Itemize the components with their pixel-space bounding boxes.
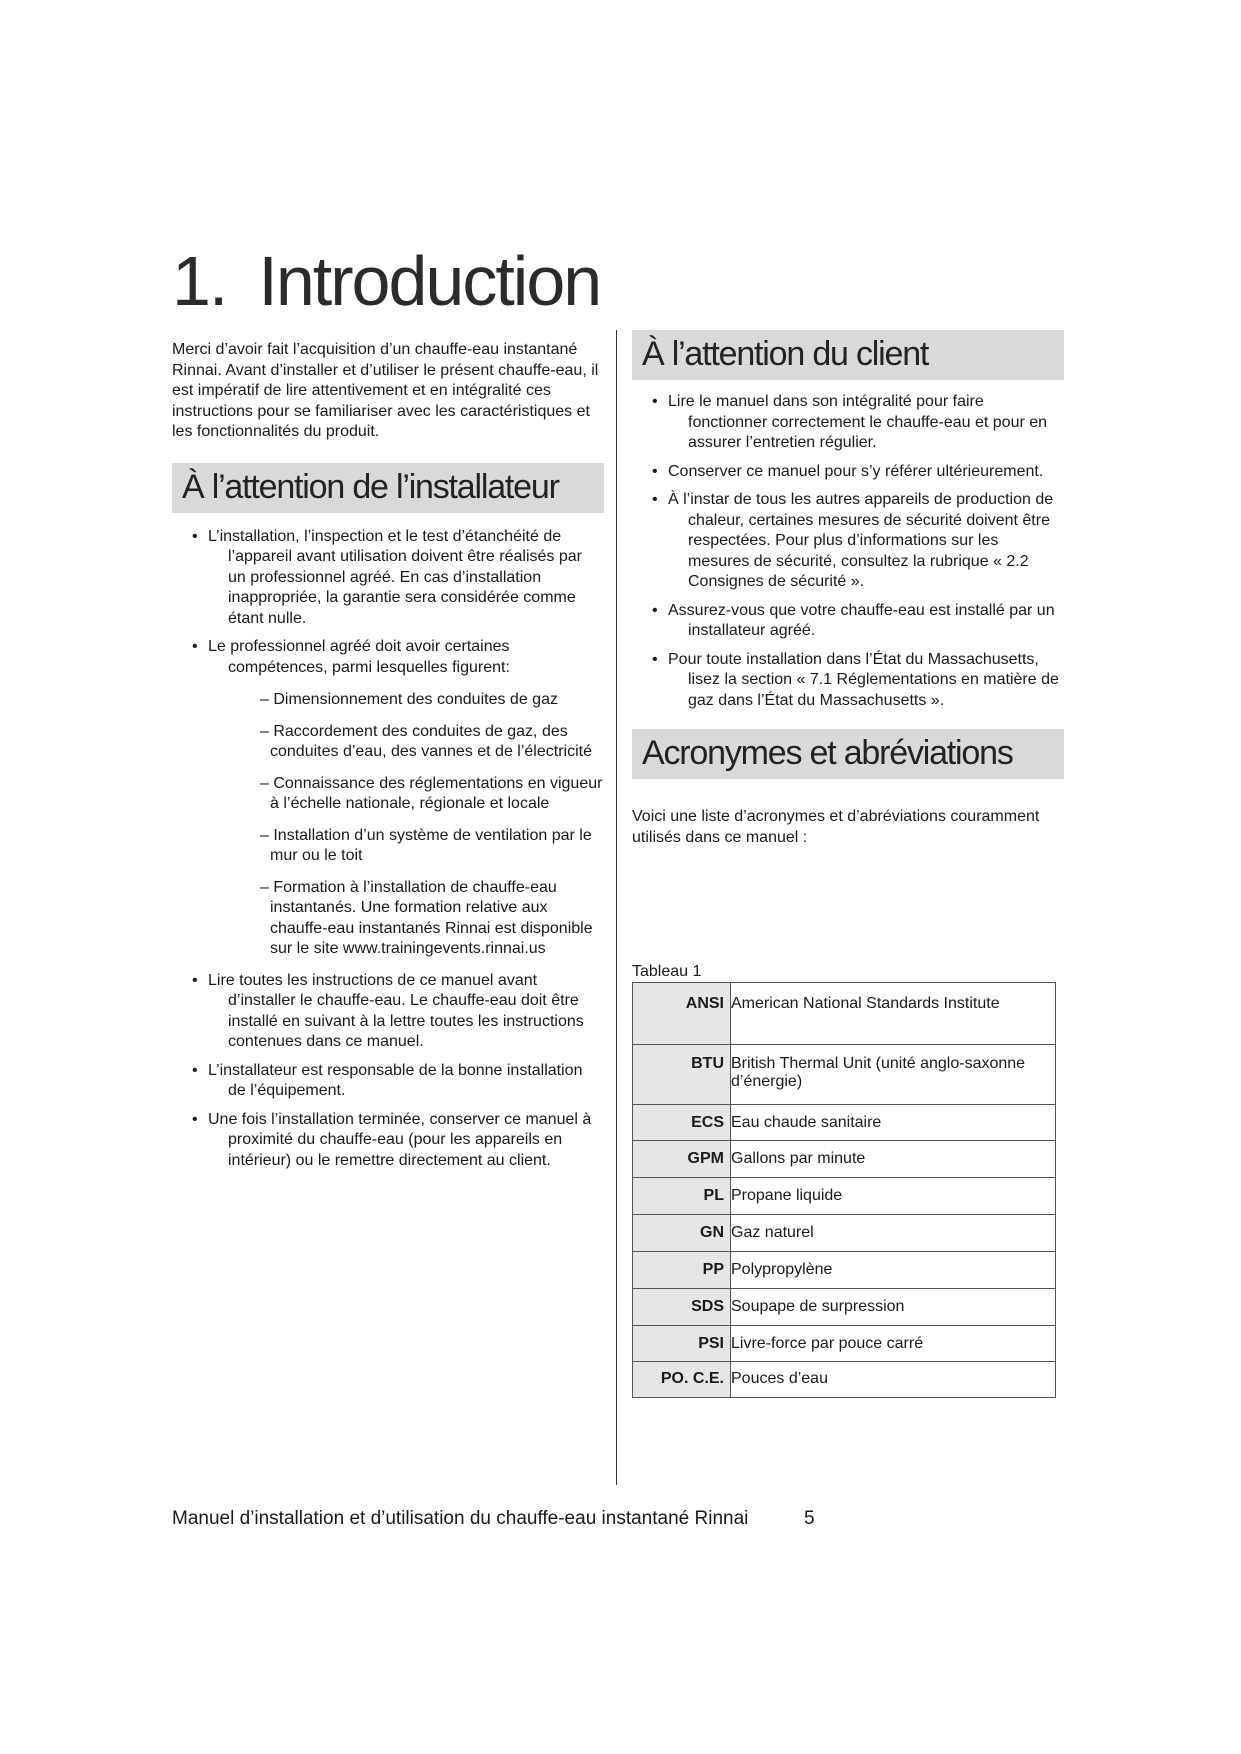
installer-bullet: • L’installateur est responsable de la bonne installation de l’équipement. [192, 1061, 583, 1099]
table-row [633, 1141, 1056, 1178]
client-bullet: • À l’instar de tous les autres appareils de production de chaleur, certaines mesures de sécurité doivent être respectées. Pour plus d’informations sur les mesures de sécurité, consultez la rubrique « 2.2 Consignes de sécurité ». [652, 491, 1054, 590]
client-bullet-list [632, 392, 1064, 711]
table-row [633, 1362, 1056, 1398]
acronyms-heading: Acronymes et abréviations [632, 729, 1064, 779]
installer-bullet: • Le professionnel agréé doit avoir certaines compétences, parmi lesquelles figurent: – Dimensionnement des conduites de gaz – Raccordement des conduites de gaz, des conduites d’eau, des vannes et de l’électricité – Connaissance des réglementations en vigueur à l’échelle nationale, régionale et locale – Installation d’un système de ventilation par le mur ou le toit – Formation à l’installation de chauffe-eau instantanés. Une formation relative aux chauffe-eau instantanés Rinnai est disponible sur le site www.trainingevents.rinnai.us [172, 637, 604, 960]
acronym-code: PSI [633, 1326, 731, 1362]
acronym-code: GPM [633, 1141, 731, 1178]
acronym-description: Polypropylène [731, 1252, 1056, 1289]
client-bullet: • Conserver ce manuel pour s’y référer ultérieurement. [652, 462, 1044, 480]
client-bullet: • Lire le manuel dans son intégralité pour faire fonctionner correctement le chauffe-eau et pour en assurer l’entretien régulier. [652, 393, 1048, 451]
acronym-description: Gallons par minute [731, 1141, 1056, 1178]
table-row [633, 1178, 1056, 1215]
skills-list [208, 690, 604, 960]
acronym-description: Gaz naturel [731, 1215, 1056, 1252]
table-row [633, 1105, 1056, 1141]
skill-item: – Formation à l’installation de chauffe-eau instantanés. Une formation relative aux chauffe-eau instantanés Rinnai est disponible sur le site www.trainingevents.rinnai.us [260, 878, 593, 957]
chapter-title [172, 242, 601, 320]
table-row [633, 983, 1056, 1045]
table-row [633, 1326, 1056, 1362]
table-row [633, 1215, 1056, 1252]
acronym-description: Eau chaude sanitaire [731, 1105, 1056, 1141]
table-caption: Tableau 1 [632, 963, 702, 980]
client-bullet: • Pour toute installation dans l’État du Massachusetts, lisez la section « 7.1 Réglementations en matière de gaz dans l’État du Massachusetts ». [652, 650, 1059, 709]
page-footer [172, 1508, 815, 1530]
skill-item: – Raccordement des conduites de gaz, des conduites d’eau, des vannes et de l’électricité [260, 722, 592, 760]
acronym-code: GN [633, 1215, 731, 1252]
footer-text: Manuel d’installation et d’utilisation du chauffe-eau instantané Rinnai [172, 1508, 749, 1529]
installer-bullet-list [172, 527, 604, 1172]
chapter-number: 1. [172, 242, 227, 320]
acronym-code: PP [633, 1252, 731, 1289]
left-column [172, 340, 604, 1179]
chapter-title-text: Introduction [258, 242, 601, 320]
table-row [633, 1252, 1056, 1289]
acronym-description: Livre-force par pouce carré [731, 1326, 1056, 1362]
acronym-description: Pouces d’eau [731, 1362, 1056, 1398]
table-row [633, 1289, 1056, 1326]
acronym-description: American National Standards Institute [731, 983, 1056, 1045]
acronym-code: BTU [633, 1045, 731, 1105]
acronym-description: Soupape de surpression [731, 1289, 1056, 1326]
acronym-description: Propane liquide [731, 1178, 1056, 1215]
skill-item: – Installation d’un système de ventilation par le mur ou le toit [260, 826, 592, 864]
acronym-code: ECS [633, 1105, 731, 1141]
page-number: 5 [804, 1508, 815, 1529]
client-bullet: • Assurez-vous que votre chauffe-eau est installé par un installateur agréé. [652, 601, 1055, 639]
installer-heading: À l’attention de l’installateur [172, 463, 604, 513]
acronyms-table [632, 982, 1056, 1398]
column-divider [616, 330, 617, 1485]
acronym-code: PO. C.E. [633, 1362, 731, 1398]
installer-bullet: • L’installation, l’inspection et le test d’étanchéité de l’appareil avant utilisation doivent être réalisés par un professionnel agréé. En cas d’installation inappropriée, la garantie sera considérée comme étant nulle. [192, 527, 582, 627]
acronym-code: ANSI [633, 983, 731, 1045]
installer-bullet: • Lire toutes les instructions de ce manuel avant d’installer le chauffe-eau. Le chauffe-eau doit être installé en suivant à la lettre toutes les instructions contenues dans ce manuel. [192, 971, 584, 1050]
acronym-code: SDS [633, 1289, 731, 1326]
skill-item: – Connaissance des réglementations en vigueur à l’échelle nationale, régionale et locale [260, 774, 603, 812]
acronyms-intro: Voici une liste d’acronymes et d’abréviations couramment utilisés dans ce manuel : [632, 808, 1040, 846]
intro-paragraph: Merci d’avoir fait l’acquisition d’un chauffe-eau instantané Rinnai. Avant d’installer et d’utiliser le présent chauffe-eau, il est impératif de lire attentivement et en intégralité ces instructions pour se familiariser avec les caractéristiques et les fonctionnalités du produit. [172, 341, 599, 440]
table-row [633, 1045, 1056, 1105]
skill-item: – Dimensionnement des conduites de gaz [260, 691, 558, 708]
acronym-description: British Thermal Unit (unité anglo-saxonne d’énergie) [731, 1045, 1056, 1105]
client-heading: À l’attention du client [632, 330, 1064, 380]
acronym-code: PL [633, 1178, 731, 1215]
installer-bullet: • Une fois l’installation terminée, conserver ce manuel à proximité du chauffe-eau (pour les appareils en intérieur) ou le remettre directement au client. [192, 1110, 592, 1169]
right-column [632, 330, 1064, 1398]
